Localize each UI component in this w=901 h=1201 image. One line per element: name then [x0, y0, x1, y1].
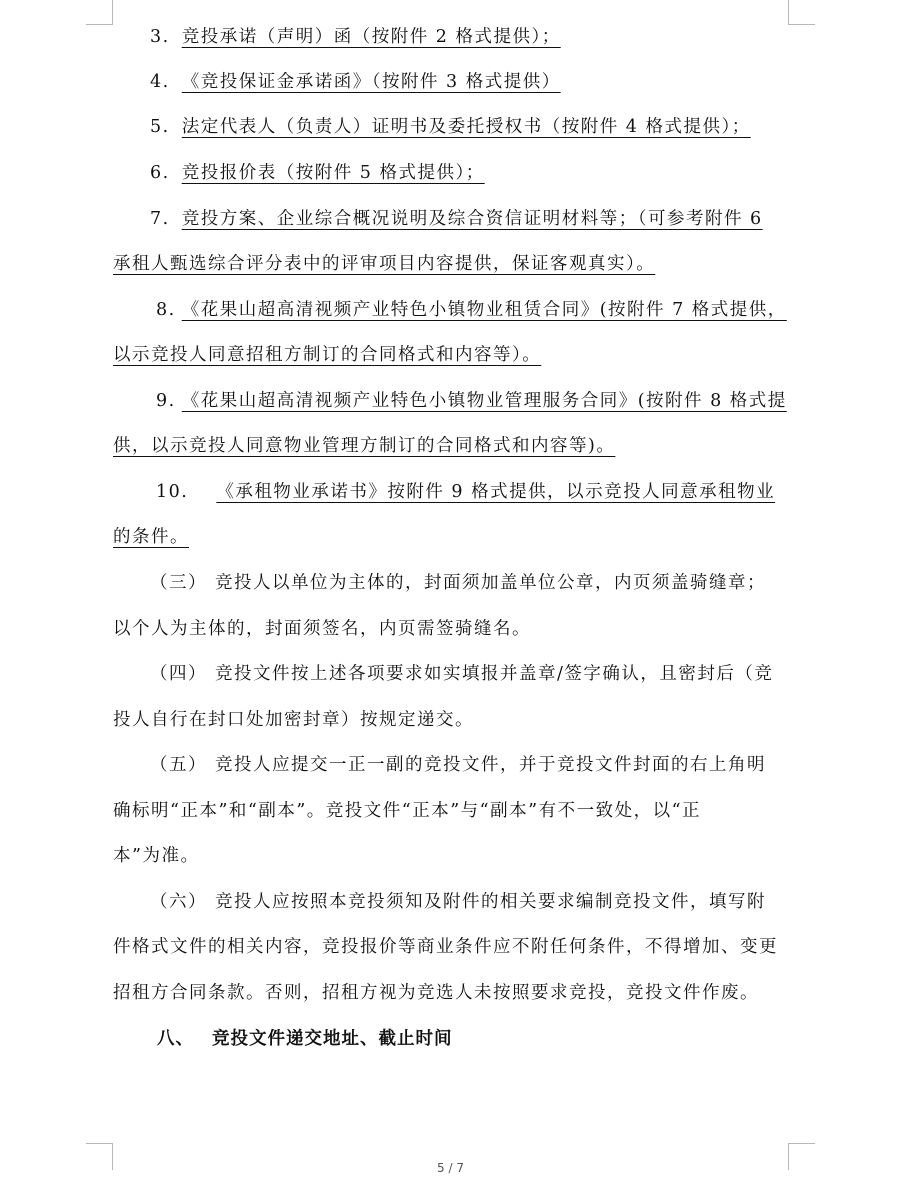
item-number: 10.	[156, 482, 189, 502]
section-5-continued	[113, 789, 793, 835]
section-heading	[157, 1021, 453, 1057]
list-item-9	[156, 379, 836, 425]
item-number: 8.	[156, 300, 176, 320]
item-text: 《承租物业承诺书》按附件 9 格式提供，以示竞投人同意承租物业	[216, 482, 776, 502]
list-item-5	[150, 105, 830, 151]
item-text: 以示竞投人同意招租方制订的合同格式和内容等）。	[113, 345, 542, 365]
list-item-7-continued	[113, 242, 793, 288]
item-number: 7.	[150, 209, 170, 229]
item-text: 的条件。	[113, 527, 189, 547]
item-text: 供，以示竞投人同意物业管理方制订的合同格式和内容等)。	[113, 436, 616, 456]
item-text: 《花果山超高清视频产业特色小镇物业租赁合同》(按附件 7 格式提供，	[181, 300, 787, 320]
section-label: （三）	[150, 573, 207, 593]
list-item-3	[150, 15, 830, 61]
item-text: 法定代表人（负责人）证明书及委托授权书（按附件 4 格式提供）；	[181, 117, 751, 137]
page-corner-mark	[86, 0, 113, 25]
list-item-10	[156, 470, 836, 516]
list-item-8	[156, 288, 836, 334]
section-6-continued	[113, 925, 793, 971]
heading-text: 竞投文件递交地址、截止时间	[212, 1029, 453, 1049]
item-text: 竞投承诺（声明）函（按附件 2 格式提供）；	[181, 27, 561, 47]
section-label: （四）	[150, 664, 207, 684]
section-3	[150, 561, 830, 607]
list-item-4	[150, 60, 830, 106]
section-text: 本”为准。	[113, 846, 200, 866]
item-text: 《花果山超高清视频产业特色小镇物业管理服务合同》(按附件 8 格式提	[181, 391, 787, 411]
section-4	[150, 652, 830, 698]
section-text: 竞投人应提交一正一副的竞投文件，并于竞投文件封面的右上角明	[215, 755, 766, 775]
list-item-9-continued	[113, 424, 793, 470]
item-number: 4.	[150, 72, 170, 92]
section-text: 竞投人应按照本竞投须知及附件的相关要求编制竞投文件，填写附	[215, 892, 766, 912]
item-number: 9.	[156, 391, 176, 411]
section-6-continued	[113, 971, 793, 1017]
list-item-7	[150, 197, 830, 243]
section-text: 招租方合同条款。否则，招租方视为竞选人未按照要求竞投，竞投文件作废。	[113, 983, 759, 1003]
section-text: 以个人为主体的，封面须签名，内页需签骑缝名。	[113, 619, 531, 639]
page-number: 5 / 7	[437, 1161, 464, 1175]
section-text: 投人自行在封口处加密封章）按规定递交。	[113, 710, 474, 730]
section-5	[150, 743, 830, 789]
section-4-continued	[113, 698, 793, 744]
heading-number: 八、	[157, 1029, 194, 1049]
section-label: （五）	[150, 755, 207, 775]
item-text: 竞投方案、企业综合概况说明及综合资信证明材料等；（可参考附件 6	[181, 209, 763, 229]
item-number: 6.	[150, 163, 170, 183]
section-text: 竞投人以单位为主体的，封面须加盖单位公章，内页须盖骑缝章；	[215, 573, 766, 593]
section-text: 竞投文件按上述各项要求如实填报并盖章/签字确认，且密封后（竞	[215, 664, 774, 684]
section-label: （六）	[150, 892, 207, 912]
section-3-continued	[113, 607, 793, 653]
section-text: 确标明“正本”和“副本”。竞投文件“正本”与“副本”有不一致处，以“正	[113, 801, 702, 821]
section-6	[150, 880, 830, 926]
list-item-8-continued	[113, 333, 793, 379]
list-item-10-continued	[113, 515, 793, 561]
item-text: 《竞投保证金承诺函》（按附件 3 格式提供）	[181, 72, 561, 92]
item-number: 5.	[150, 117, 170, 137]
item-text: 承租人甄选综合评分表中的评审项目内容提供，保证客观真实）。	[113, 254, 656, 274]
section-5-continued	[113, 834, 793, 880]
item-text: 竞投报价表（按附件 5 格式提供）；	[181, 163, 485, 183]
item-number: 3.	[150, 27, 170, 47]
section-text: 件格式文件的相关内容，竞投报价等商业条件应不附任何条件，不得增加、变更	[113, 937, 778, 957]
list-item-6	[150, 151, 830, 197]
